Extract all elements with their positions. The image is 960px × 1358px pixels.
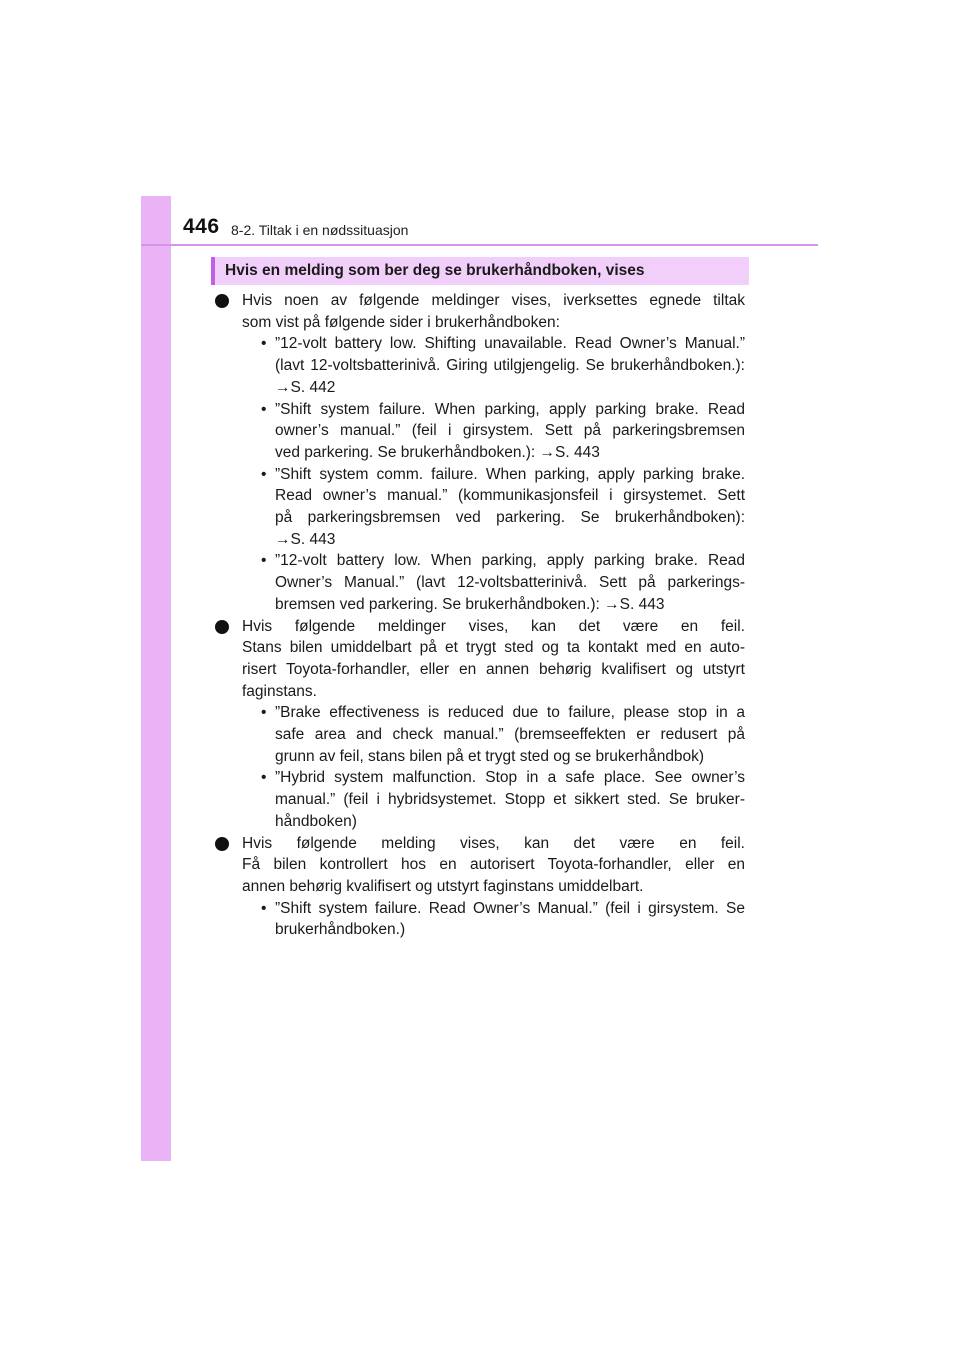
topic-heading-box (211, 257, 749, 285)
message-line: ”Hybrid system malfunction. Stop in a safe place. See owner’s (275, 769, 745, 787)
message-item (257, 333, 745, 398)
message-line: håndboken) (275, 812, 357, 830)
dot-bullet-icon: • (261, 704, 267, 722)
heading-accent-bar (211, 257, 215, 285)
message-line: →S. 442 (275, 378, 336, 396)
message-line: ”12-volt battery low. Shifting unavailable. Read Owner’s Manual.” (275, 335, 745, 353)
message-line: ”Shift system failure. When parking, apply parking brake. Read (275, 400, 745, 418)
topic-heading: Hvis en melding som ber deg se brukerhåndboken, vises (225, 262, 645, 279)
message-line: ”Brake effectiveness is reduced due to failure, please stop in a (275, 704, 745, 722)
bullet-icon (215, 837, 229, 851)
paragraph-line: risert Toyota-forhandler, eller en annen behørig kvalifisert og utstyrt (242, 660, 745, 678)
paragraph-line: som vist på følgende sider i brukerhåndboken: (242, 313, 560, 331)
message-line: Read owner’s manual.” (kommunikasjonsfeil i girsystemet. Sett (275, 487, 745, 505)
message-item (257, 767, 745, 832)
message-line: →S. 443 (275, 530, 336, 548)
message-list (242, 333, 745, 615)
header-divider (141, 244, 818, 246)
paragraph-line: Hvis følgende meldinger vises, kan det være en feil. (242, 617, 745, 635)
bullet-entry (211, 616, 745, 833)
message-line: (lavt 12-voltsbatterinivå. Giring utilgjengelig. Se brukerhåndboken.): (275, 357, 745, 375)
message-line: ”Shift system failure. Read Owner’s Manual.” (feil i girsystem. Se (275, 899, 745, 917)
dot-bullet-icon: • (261, 400, 267, 418)
dot-bullet-icon: • (261, 335, 267, 353)
paragraph-line: Få bilen kontrollert hos en autorisert Toyota-forhandler, eller en (242, 856, 745, 874)
message-item (257, 550, 745, 615)
message-line: ved parkering. Se brukerhåndboken.): →S. 443 (275, 443, 600, 461)
bullet-entry (211, 290, 745, 616)
message-line: safe area and check manual.” (bremseeffekten er redusert på (275, 726, 745, 744)
paragraph-line: Stans bilen umiddelbart på et trygt sted og ta kontakt med en auto- (242, 639, 745, 657)
dot-bullet-icon: • (261, 769, 267, 787)
message-line: ”12-volt battery low. When parking, apply parking brake. Read (275, 552, 745, 570)
paragraph-line: Hvis noen av følgende meldinger vises, iverksettes egnede tiltak (242, 292, 745, 309)
message-list (242, 898, 745, 941)
message-line: owner’s manual.” (feil i girsystem. Sett på parkeringsbremsen (275, 422, 745, 440)
message-line: manual.” (feil i hybridsystemet. Stopp et sikkert sted. Se bruker- (275, 791, 745, 809)
message-line: bremsen ved parkering. Se brukerhåndboken.): →S. 443 (275, 595, 665, 613)
message-item (257, 399, 745, 464)
message-line: på parkeringsbremsen ved parkering. Se brukerhåndboken): (275, 509, 745, 527)
message-list (242, 702, 745, 832)
page-number: 446 (183, 215, 220, 238)
paragraph-line: annen behørig kvalifisert og utstyrt faginstans umiddelbart. (242, 877, 644, 895)
message-line: grunn av feil, stans bilen på et trygt sted og se brukerhåndbok) (275, 747, 705, 765)
message-line: Owner’s Manual.” (lavt 12-voltsbatterinivå. Sett på parkerings- (275, 574, 745, 592)
bullet-icon (215, 294, 229, 308)
dot-bullet-icon: • (261, 465, 267, 483)
message-item (257, 898, 745, 941)
bullet-icon (215, 620, 229, 634)
dot-bullet-icon: • (261, 899, 267, 917)
message-line: brukerhåndboken.) (275, 921, 406, 939)
message-line: ”Shift system comm. failure. When parking, apply parking brake. (275, 465, 745, 483)
chapter-tab-bar (141, 196, 171, 1161)
paragraph-line: faginstans. (242, 682, 317, 700)
message-item (257, 702, 745, 767)
body-content (211, 290, 745, 941)
dot-bullet-icon: • (261, 552, 267, 570)
message-item (257, 464, 745, 551)
paragraph-line: Hvis følgende melding vises, kan det være en feil. (242, 834, 745, 852)
section-title: 8-2. Tiltak i en nødssituasjon (231, 222, 409, 238)
bullet-entry (211, 833, 745, 942)
